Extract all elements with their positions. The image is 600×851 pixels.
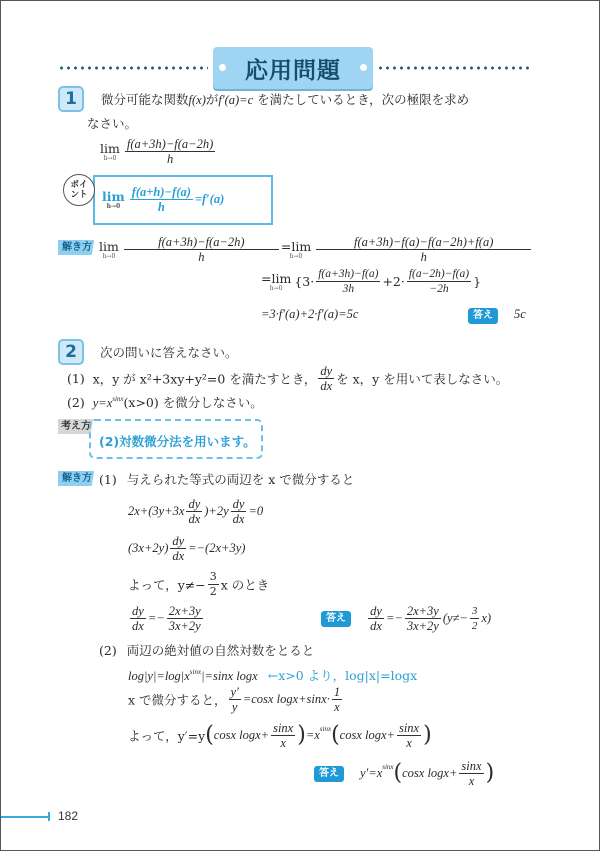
lim-text: lim — [102, 188, 125, 204]
math: =x — [305, 728, 320, 742]
numerator: sinx — [273, 721, 294, 735]
problem2-q1 — [67, 364, 508, 393]
denominator: h — [157, 200, 165, 214]
denominator: h — [166, 152, 174, 166]
lim-sub: h→0 — [269, 284, 283, 292]
numerator: 2x+3y — [168, 604, 201, 618]
solution2-diff-eq — [128, 685, 344, 714]
text: よって，y≠− — [128, 577, 206, 593]
text: (x>0) を微分しなさい。 — [123, 395, 263, 410]
numerator: sinx — [461, 759, 482, 773]
text: =− — [147, 611, 165, 625]
banner-pin-left — [219, 64, 226, 71]
numerator: 3 — [209, 570, 217, 583]
numerator: dy — [320, 364, 333, 378]
answer2-part2 — [314, 759, 494, 788]
denominator: h — [420, 250, 427, 264]
numerator: dy — [188, 497, 201, 511]
lim-text: lim — [99, 238, 119, 254]
numerator: f(a+3h)−f(a) — [318, 268, 379, 280]
text: よって，y′=y — [128, 728, 206, 744]
text: を満たしているとき，次の極限を求め — [257, 92, 470, 107]
paren: ( — [393, 760, 403, 786]
superscript: sinx — [189, 668, 202, 676]
numerator: dy — [232, 497, 245, 511]
text: が — [205, 92, 219, 107]
text: を x，y を用いて表しなさい。 — [336, 371, 509, 387]
paren: ( — [331, 722, 340, 748]
denominator: 2 — [471, 620, 478, 632]
fraction — [459, 759, 483, 788]
math: f′(a)=c — [218, 93, 254, 107]
lim — [102, 190, 125, 210]
math: y=x — [92, 396, 113, 410]
paren: ) — [297, 722, 306, 748]
answer-badge: 答え — [321, 611, 351, 627]
denominator: dx — [370, 619, 382, 633]
problem-number-badge: 1 — [58, 86, 84, 112]
title-dots-left — [58, 66, 208, 70]
lim-text: =lim — [261, 270, 292, 286]
lim — [100, 142, 120, 162]
text: =0 — [248, 504, 264, 518]
math: cosx logx+ — [213, 728, 270, 742]
text: 2x+(3y+3x — [128, 504, 185, 518]
solution2-eq1 — [128, 497, 263, 526]
fraction — [405, 604, 441, 633]
answer1 — [468, 306, 526, 324]
numerator: f(a+h)−f(a) — [131, 185, 191, 199]
footer-rule — [1, 816, 49, 818]
paren: ) — [485, 760, 495, 786]
page-number: 182 — [58, 809, 79, 823]
paren: ) — [423, 722, 432, 748]
numerator: dy — [370, 604, 382, 618]
numerator: 2x+3y — [406, 604, 439, 618]
problem1-statement-line2: なさい。 — [87, 116, 138, 131]
problem2-q2 — [67, 393, 263, 411]
solution2-result-eq — [128, 721, 432, 750]
fraction — [316, 267, 380, 296]
numerator: f(a+3h)−f(a)−f(a−2h)+f(a) — [316, 235, 531, 250]
hint-text: (2)対数微分法を用います。 — [99, 434, 256, 449]
lim-text: =lim — [280, 238, 312, 254]
text: 与えられた等式の両辺を x で微分すると — [126, 472, 355, 487]
numerator: dy — [132, 604, 144, 618]
paren: ( — [205, 722, 214, 748]
denominator: h — [198, 250, 205, 264]
denominator: dx — [232, 512, 245, 526]
denominator: dx — [172, 549, 185, 563]
fraction — [170, 534, 186, 563]
problem1-statement-line1 — [101, 90, 469, 108]
denominator: 3x+2y — [406, 619, 439, 633]
point-formula — [102, 185, 224, 214]
part-number: (2) — [99, 643, 117, 658]
text: (3x+2y) — [128, 541, 169, 555]
text: x で微分すると， — [128, 692, 227, 708]
superscript: sinx — [382, 763, 394, 771]
note: ←x>0 より，log|x|=logx — [267, 668, 418, 683]
answer2-part1 — [321, 604, 491, 633]
fraction — [208, 570, 219, 599]
fraction — [130, 185, 193, 214]
fraction — [271, 721, 295, 750]
banner-pin-right — [360, 64, 367, 71]
math: =cosx logx+sinx· — [242, 692, 330, 706]
text: 微分可能な関数 — [101, 92, 189, 107]
lim-text: lim — [100, 140, 120, 156]
denominator: dx — [132, 619, 144, 633]
denominator: x — [468, 774, 475, 788]
fraction — [130, 604, 146, 633]
math: f(x) — [188, 93, 206, 107]
problem-number-badge: 2 — [58, 339, 84, 365]
fraction — [332, 685, 342, 714]
lim-sub: h→0 — [102, 252, 116, 260]
denominator: dx — [320, 379, 333, 393]
math: y′=x — [359, 766, 383, 780]
solution2-eq2 — [128, 534, 245, 563]
hint-label: 考え方 — [58, 419, 97, 434]
denominator: 3x+2y — [168, 619, 201, 633]
text: {3· — [294, 274, 315, 289]
denominator: x — [406, 736, 412, 750]
page-title: 応用問題 — [245, 57, 341, 84]
denominator: x — [334, 700, 340, 714]
text: x) — [481, 611, 492, 625]
math: |=sinx logx — [201, 669, 258, 683]
point-label-2: ント — [70, 190, 88, 200]
solution2-part1-intro — [99, 470, 354, 488]
text: =−(2x+3y) — [188, 541, 246, 555]
footer-rule-tick — [48, 812, 50, 821]
denominator: y — [231, 700, 238, 714]
fraction — [397, 721, 421, 750]
math: cosx logx+ — [402, 766, 458, 780]
point-bubble — [63, 174, 95, 206]
superscript: sinx — [319, 725, 332, 733]
text: } — [473, 274, 482, 289]
numerator: 3 — [471, 605, 478, 617]
lim — [281, 240, 311, 260]
lim — [99, 240, 119, 260]
problem1-limit — [100, 137, 217, 166]
fraction — [316, 235, 531, 264]
rhs: =f′(a) — [194, 192, 225, 206]
solution1-row1 — [99, 235, 533, 264]
denominator: dx — [188, 512, 201, 526]
solution2-part2-intro — [99, 641, 314, 659]
lim-sub: h→0 — [106, 202, 121, 210]
point-label-1: ポイ — [70, 180, 88, 190]
fraction — [124, 235, 279, 264]
solution-label: 解き方 — [58, 240, 98, 255]
denominator: −2h — [429, 283, 449, 295]
fraction — [229, 685, 241, 714]
title-dots-right — [377, 66, 529, 70]
math: log|y|=log|x — [128, 669, 190, 683]
solution2-eq4 — [128, 604, 205, 633]
text: )+2y — [204, 504, 229, 518]
text: x，y が x²+3xy+y²=0 を満たすとき， — [92, 371, 317, 387]
answer-badge: 答え — [314, 766, 344, 782]
solution1-row2 — [261, 267, 481, 296]
numerator: dy — [172, 534, 185, 548]
problem2-statement: 次の問いに答えなさい。 — [100, 345, 238, 360]
math: cosx logx+ — [339, 728, 395, 742]
solution1-row3: =3·f′(a)+2·f′(a)=5c — [261, 307, 359, 321]
fraction — [186, 497, 202, 526]
solution2-log-eq — [128, 666, 417, 684]
fraction — [167, 604, 203, 633]
fraction — [368, 604, 384, 633]
answer-badge: 答え — [468, 308, 498, 324]
numerator: f(a−2h)−f(a) — [408, 268, 470, 280]
fraction — [318, 364, 334, 393]
numerator: 1 — [333, 685, 341, 699]
fraction — [470, 604, 480, 633]
superscript: sinx — [112, 395, 124, 403]
denominator: 3h — [342, 283, 355, 295]
part-number: (1) — [99, 472, 117, 487]
fraction — [231, 497, 247, 526]
lim — [261, 272, 291, 292]
text: =− — [385, 611, 403, 625]
solution-label: 解き方 — [58, 471, 98, 486]
text: (y≠− — [442, 611, 468, 625]
question-number: (2) — [67, 395, 85, 410]
denominator: x — [280, 736, 286, 750]
fraction — [125, 137, 215, 166]
numerator: y′ — [230, 685, 239, 699]
denominator: 2 — [209, 585, 217, 598]
fraction — [407, 267, 471, 296]
title-banner — [213, 47, 373, 89]
lim-sub: h→0 — [103, 154, 117, 162]
lim-sub: h→0 — [289, 252, 303, 260]
numerator: f(a+3h)−f(a−2h) — [126, 137, 214, 151]
answer-value: 5c — [513, 307, 526, 321]
numerator: f(a+3h)−f(a−2h) — [124, 235, 279, 250]
text: 両辺の絶対値の自然対数をとると — [126, 643, 315, 658]
text: +2· — [382, 274, 405, 289]
numerator: sinx — [398, 721, 420, 735]
question-number: (1) — [67, 371, 85, 386]
solution2-eq3 — [128, 570, 269, 599]
text: x のとき — [220, 577, 270, 593]
